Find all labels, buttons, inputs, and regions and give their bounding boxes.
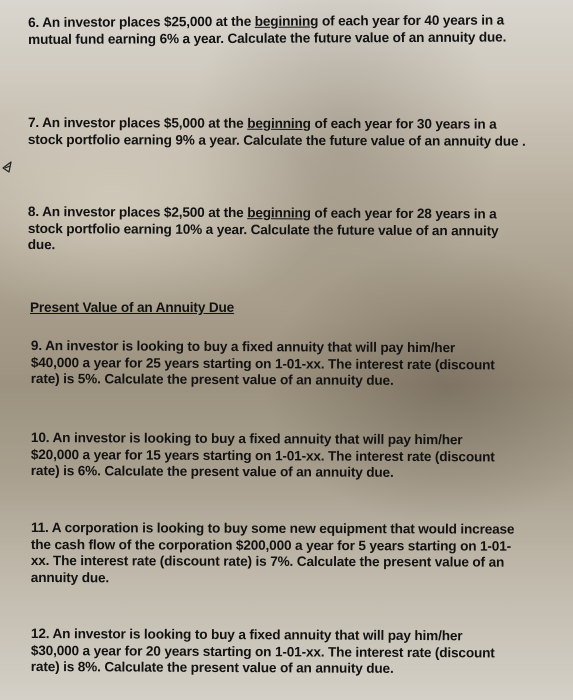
question-text: An investor is looking to buy a fixed annuity that will pay him/her $30,000 a year for 20 years starting on 1-01-xx. The interest rate (discount rate) is 8%. Calculate the present value of an annuity due. bbox=[30, 626, 495, 676]
question-text: An investor places $25,000 at the bbox=[39, 13, 255, 30]
question-number: 12. bbox=[30, 626, 50, 642]
question-text: A corporation is looking to buy some new equipment that would increase the cash flow of the corporation $200,000 a year for 5 years starting on 1-01-xx. The interest rate (discount rate) is 7%. Calculate the present value of an annuity due. bbox=[30, 520, 515, 585]
underlined-word: beginning bbox=[247, 205, 311, 221]
question-number: 9. bbox=[30, 338, 43, 354]
pen-scribble-icon bbox=[1, 160, 17, 176]
question-number: 8. bbox=[27, 204, 40, 220]
question-text: of each year for 28 years in a stock portfolio earning 10% a year. Calculate the future value of an annuity due. bbox=[27, 205, 499, 253]
question-10 bbox=[31, 430, 501, 482]
question-11 bbox=[31, 520, 516, 588]
section-heading: Present Value of an Annuity Due bbox=[30, 300, 235, 315]
question-7 bbox=[28, 115, 528, 150]
question-6 bbox=[28, 12, 528, 48]
question-9 bbox=[31, 338, 501, 390]
question-text: An investor places $5,000 at the bbox=[38, 115, 248, 131]
question-text: An investor places $2,500 at the bbox=[38, 204, 248, 221]
question-number: 11. bbox=[30, 520, 49, 536]
question-12 bbox=[31, 626, 501, 678]
underlined-word: beginning bbox=[247, 115, 311, 131]
question-number: 7. bbox=[27, 115, 40, 131]
question-text: An investor is looking to buy a fixed annuity that will pay him/her $40,000 a year for 25 years starting on 1-01-xx. The interest rate (discount rate) is 5%. Calculate the present value of an annuity due. bbox=[30, 338, 495, 388]
question-number: 6. bbox=[28, 14, 40, 30]
question-text: of each year for 30 years in a stock portfolio earning 9% a year. Calculate the future value of an annuity due . bbox=[27, 115, 526, 149]
underlined-word: beginning bbox=[254, 13, 319, 29]
question-text: of each year for 40 years in a mutual fund earning 6% a year. Calculate the future value of an annuity due. bbox=[28, 12, 507, 47]
question-number: 10. bbox=[30, 430, 50, 446]
question-8 bbox=[28, 204, 528, 256]
question-text: An investor is looking to buy a fixed annuity that will pay him/her $20,000 a year for 15 years starting on 1-01-xx. The interest rate (discount rate) is 6%. Calculate the present value of an annuity due. bbox=[30, 430, 495, 480]
